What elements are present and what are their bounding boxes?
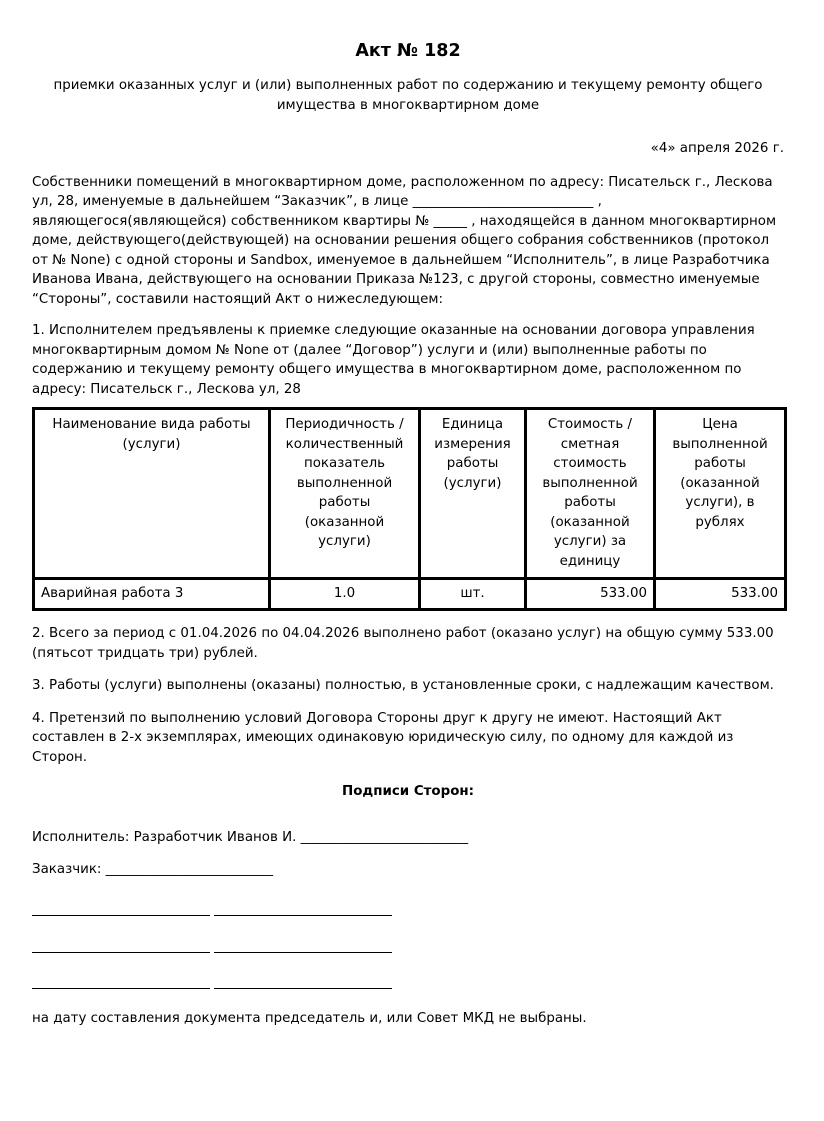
document-date: «4» апреля 2026 г. (650, 141, 784, 156)
act-document (32, 0, 784, 1029)
clause-3: 3. Работы (услуги) выполнены (оказаны) полностью, в установленные сроки, с надлежащим качеством. (32, 678, 774, 693)
cell-price: 533.00 (655, 579, 786, 610)
executor-signature-line: Исполнитель: Разработчик Иванов И. _________________________ (32, 829, 469, 845)
cell-quantity: 1.0 (270, 579, 420, 610)
clause-4: 4. Претензий по выполнению условий Договора Стороны друг к другу не имеют. Настоящий Акт составлен в 2-х экземплярах, имеющих одинаковую юридическую силу, по одному для каждой из Сторон. (32, 710, 734, 765)
blank-signature-field (214, 937, 392, 953)
cell-work-name: Аварийная работа 3 (34, 579, 270, 610)
blank-signature-row (32, 933, 784, 953)
header-periodicity: Периодичность / количественный показатель выполненной работы (оказанной услуги) (270, 409, 420, 579)
header-unit: Единица измерения работы (услуги) (420, 409, 526, 579)
final-note: на дату составления документа председатель и, или Совет МКД не выбраны. (32, 1011, 587, 1026)
header-work-name: Наименование вида работы (услуги) (34, 409, 270, 579)
cell-unit-cost: 533.00 (526, 579, 655, 610)
intro-paragraph: Собственники помещений в многоквартирном доме, расположенном по адресу: Писательск г., Лескова ул, 28, именуемые в дальнейшем “Заказчик”, в лице ___________________________ , являющегося(являющейся) собственником квартиры № _____ , находящейся в данном многоквартирном доме, действующего(действующей) на основании решения общего собрания собственников (протокол от № None) с одной стороны и Sandbox, именуемое в дальнейшем “Исполнитель”, в лице Разработчика Иванова Ивана, действующего на основании Приказа №123, с другой стороны, совместно именуемые “Стороны”, составили настоящий Акт о нижеследующем: (32, 174, 777, 307)
header-price: Цена выполненной работы (оказанной услуги), в рублях (655, 409, 786, 579)
header-unit-cost: Стоимость / сметная стоимость выполненной работы (оказанной услуги) за единицу (526, 409, 655, 579)
works-table (32, 407, 787, 611)
clause-1: 1. Исполнителем предъявлены к приемке следующие оказанные на основании договора управления многоквартирным домом № None от (далее “Договор”) услуги и (или) выполненные работы по содержанию и текущему ремонту общего имущества в многоквартирном доме, расположенном по адресу: Писательск г., Лескова ул, 28 (32, 323, 755, 397)
blank-signature-field (214, 973, 392, 989)
customer-signature-line: Заказчик: _________________________ (32, 862, 274, 877)
table-header-row (34, 409, 786, 579)
document-title: Акт № 182 (355, 41, 461, 61)
cell-unit: шт. (420, 579, 526, 610)
clause-2: 2. Всего за период с 01.04.2026 по 04.04.2026 выполнено работ (оказано услуг) на общую сумму 533.00 (пятьсот тридцать три) рублей. (32, 626, 774, 661)
blank-signature-field (214, 900, 392, 916)
blank-signature-field (32, 937, 210, 953)
blank-signature-field (32, 973, 210, 989)
blank-signature-field (32, 900, 210, 916)
table-row (34, 579, 786, 610)
blank-signature-row (32, 897, 784, 917)
signatures-title: Подписи Сторон: (341, 784, 475, 799)
document-subtitle: приемки оказанных услуг и (или) выполненных работ по содержанию и текущему ремонту общего имущества в многоквартирном доме (53, 78, 763, 113)
blank-signature-row (32, 970, 784, 990)
